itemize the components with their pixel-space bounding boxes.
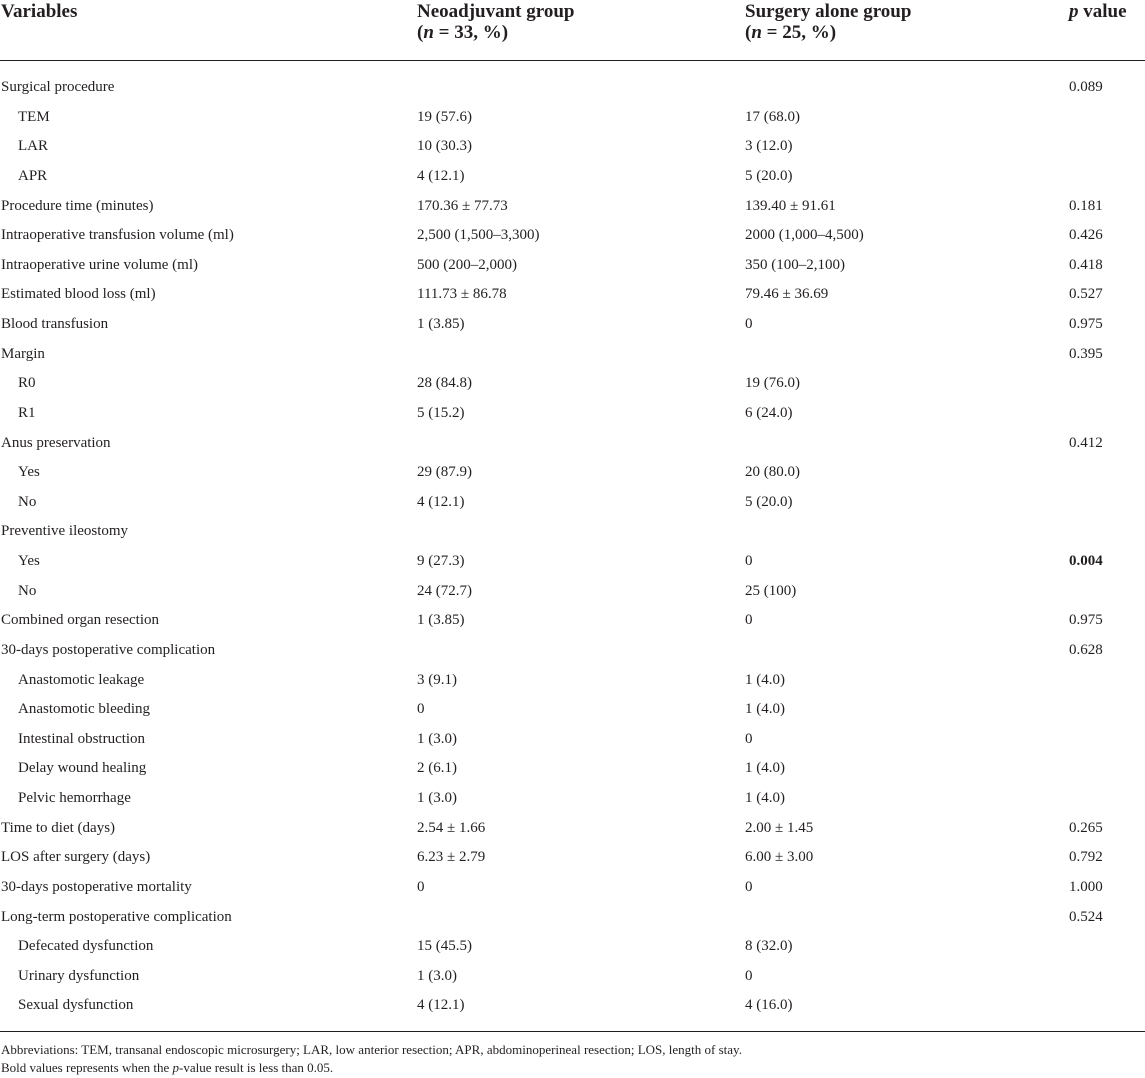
cell-surgery-alone: 350 (100–2,100) <box>745 256 845 273</box>
cell-p-value: 0.975 <box>1069 612 1103 629</box>
cell-surgery-alone: 0 <box>745 553 753 569</box>
cell-neoadjuvant: 111.73 ± 86.78 <box>417 286 507 303</box>
cell-surgery-alone: 0 <box>745 878 753 895</box>
cell-surgery-alone: 8 (32.0) <box>745 938 793 955</box>
table-row <box>0 636 1145 666</box>
row-label: R0 <box>18 375 36 392</box>
row-label: 30-days postoperative mortality <box>1 878 192 895</box>
cell-neoadjuvant: 6.23 ± 2.79 <box>417 849 486 866</box>
cell-neoadjuvant: 15 (45.5) <box>417 938 472 955</box>
row-label: Intraoperative urine volume (ml) <box>1 256 199 273</box>
table-body <box>0 73 1145 1021</box>
cell-surgery-alone: 3 (12.0) <box>745 138 793 155</box>
table-row <box>0 547 1145 577</box>
cell-surgery-alone: 0 <box>745 316 753 332</box>
table-bottom-rule <box>0 1031 1145 1032</box>
cell-p-value: 0.628 <box>1069 641 1103 658</box>
cell-neoadjuvant: 3 (9.1) <box>417 671 457 688</box>
row-label: LAR <box>18 138 48 155</box>
cell-neoadjuvant: 4 (12.1) <box>417 997 465 1014</box>
row-label: Estimated blood loss (ml) <box>1 286 156 303</box>
table-row <box>0 991 1145 1021</box>
table-row <box>0 221 1145 251</box>
cell-p-value: 0.265 <box>1069 819 1103 836</box>
table-row <box>0 666 1145 696</box>
row-label: Yes <box>18 464 40 481</box>
cell-neoadjuvant: 1 (3.85) <box>417 612 465 629</box>
table-row <box>0 488 1145 518</box>
cell-surgery-alone: 4 (16.0) <box>745 997 793 1014</box>
cell-surgery-alone: 20 (80.0) <box>745 464 800 481</box>
row-label: Combined organ resection <box>1 612 160 629</box>
row-label: Surgical procedure <box>1 79 115 95</box>
table-row <box>0 754 1145 784</box>
table-row <box>0 814 1145 844</box>
row-label: Blood transfusion <box>1 316 109 332</box>
row-label: APR <box>18 167 48 184</box>
cell-neoadjuvant: 0 <box>417 701 425 718</box>
table-row <box>0 873 1145 903</box>
cell-surgery-alone: 17 (68.0) <box>745 108 800 125</box>
cell-neoadjuvant: 2.54 ± 1.66 <box>417 819 486 836</box>
cell-p-value: 0.418 <box>1069 256 1103 273</box>
cell-surgery-alone: 1 (4.0) <box>745 701 785 718</box>
cell-neoadjuvant: 2,500 (1,500–3,300) <box>417 227 540 244</box>
cell-neoadjuvant: 1 (3.0) <box>417 790 457 806</box>
row-label: Delay wound healing <box>18 760 147 777</box>
row-label: No <box>18 493 37 510</box>
row-label: Intestinal obstruction <box>18 730 146 747</box>
cell-surgery-alone: 0 <box>745 967 753 984</box>
cell-p-value: 0.181 <box>1069 197 1103 214</box>
table-row <box>0 606 1145 636</box>
table-row <box>0 843 1145 873</box>
table-row <box>0 132 1145 162</box>
cell-neoadjuvant: 10 (30.3) <box>417 138 472 155</box>
cell-p-value: 1.000 <box>1069 878 1103 895</box>
cell-p-value: 0.975 <box>1069 316 1103 332</box>
row-label: Procedure time (minutes) <box>1 197 154 214</box>
cell-surgery-alone: 2000 (1,000–4,500) <box>745 227 864 244</box>
cell-surgery-alone: 6.00 ± 3.00 <box>745 849 814 866</box>
cell-neoadjuvant: 24 (72.7) <box>417 582 472 599</box>
table-row <box>0 192 1145 222</box>
table-row <box>0 695 1145 725</box>
header-surgery-alone: Surgery alone group <box>745 1 912 22</box>
table-row <box>0 399 1145 429</box>
table-header <box>0 0 1145 51</box>
table-row <box>0 458 1145 488</box>
row-label: Urinary dysfunction <box>18 967 140 984</box>
table-row <box>0 103 1145 133</box>
cell-p-value: 0.792 <box>1069 849 1103 866</box>
table-row <box>0 903 1145 933</box>
cell-surgery-alone: 0 <box>745 612 753 629</box>
table-row <box>0 784 1145 814</box>
header-neoadjuvant-n: (n = 33, %) <box>417 22 509 43</box>
cell-p-value: 0.004 <box>1069 553 1103 569</box>
header-variables: Variables <box>1 1 78 22</box>
cell-surgery-alone: 1 (4.0) <box>745 671 785 688</box>
row-label: Long-term postoperative complication <box>1 908 232 925</box>
cell-surgery-alone: 0 <box>745 730 753 747</box>
row-label: LOS after surgery (days) <box>1 849 151 866</box>
table-row <box>0 725 1145 755</box>
cell-neoadjuvant: 2 (6.1) <box>417 760 457 777</box>
cell-p-value: 0.426 <box>1069 227 1103 244</box>
cell-surgery-alone: 5 (20.0) <box>745 167 793 184</box>
cell-p-value: 0.089 <box>1069 79 1103 95</box>
cell-neoadjuvant: 500 (200–2,000) <box>417 256 517 273</box>
footnote-bold-note: Bold values represents when the p-value result is less than 0.05. <box>1 1060 334 1075</box>
cell-neoadjuvant: 9 (27.3) <box>417 553 465 569</box>
cell-neoadjuvant: 5 (15.2) <box>417 404 465 421</box>
row-label: No <box>18 582 37 599</box>
row-label: 30-days postoperative complication <box>1 641 216 658</box>
table-row <box>0 962 1145 992</box>
cell-neoadjuvant: 170.36 ± 77.73 <box>417 197 508 214</box>
row-label: Time to diet (days) <box>1 819 116 836</box>
header-surgery-alone-n: (n = 25, %) <box>745 22 837 43</box>
cell-neoadjuvant: 1 (3.0) <box>417 967 457 984</box>
header-divider <box>0 60 1145 61</box>
cell-neoadjuvant: 4 (12.1) <box>417 493 465 510</box>
cell-surgery-alone: 25 (100) <box>745 582 797 599</box>
row-label: Sexual dysfunction <box>18 997 134 1014</box>
cell-surgery-alone: 5 (20.0) <box>745 493 793 510</box>
table-row <box>0 310 1145 340</box>
row-label: Anus preservation <box>1 434 111 451</box>
cell-p-value: 0.527 <box>1069 286 1103 303</box>
table-row <box>0 369 1145 399</box>
table-row <box>0 517 1145 547</box>
row-label: Defecated dysfunction <box>18 938 154 955</box>
table-row <box>0 932 1145 962</box>
cell-surgery-alone: 139.40 ± 91.61 <box>745 197 836 214</box>
row-label: Anastomotic bleeding <box>18 701 151 718</box>
cell-p-value: 0.395 <box>1069 345 1103 362</box>
row-label: Margin <box>1 345 45 362</box>
table-row <box>0 429 1145 459</box>
cell-neoadjuvant: 29 (87.9) <box>417 464 472 481</box>
table-row <box>0 162 1145 192</box>
cell-neoadjuvant: 0 <box>417 878 425 895</box>
row-label: R1 <box>18 404 36 421</box>
table-row <box>0 577 1145 607</box>
cell-neoadjuvant: 4 (12.1) <box>417 167 465 184</box>
table-row <box>0 73 1145 103</box>
cell-surgery-alone: 1 (4.0) <box>745 760 785 777</box>
row-label: Yes <box>18 553 40 569</box>
row-label: Intraoperative transfusion volume (ml) <box>1 227 234 244</box>
row-label: Anastomotic leakage <box>18 671 145 688</box>
row-label: Preventive ileostomy <box>1 523 129 540</box>
table-row <box>0 340 1145 370</box>
cell-surgery-alone: 19 (76.0) <box>745 375 800 392</box>
cell-surgery-alone: 2.00 ± 1.45 <box>745 819 814 836</box>
cell-neoadjuvant: 19 (57.6) <box>417 108 472 125</box>
table-row <box>0 280 1145 310</box>
row-label: TEM <box>18 108 50 125</box>
cell-p-value: 0.524 <box>1069 908 1103 925</box>
header-p-value: p value <box>1069 1 1127 22</box>
cell-neoadjuvant: 1 (3.85) <box>417 316 465 332</box>
cell-p-value: 0.412 <box>1069 434 1103 451</box>
cell-surgery-alone: 6 (24.0) <box>745 404 793 421</box>
table-row <box>0 251 1145 281</box>
cell-surgery-alone: 1 (4.0) <box>745 790 785 806</box>
cell-surgery-alone: 79.46 ± 36.69 <box>745 286 829 303</box>
header-neoadjuvant: Neoadjuvant group <box>417 1 575 22</box>
footnote-abbreviations: Abbreviations: TEM, transanal endoscopic microsurgery; LAR, low anterior resection; APR, abdominoperineal resection; LOS, length of stay. <box>1 1042 742 1057</box>
cell-neoadjuvant: 1 (3.0) <box>417 730 457 747</box>
cell-neoadjuvant: 28 (84.8) <box>417 375 472 392</box>
row-label: Pelvic hemorrhage <box>18 790 131 806</box>
